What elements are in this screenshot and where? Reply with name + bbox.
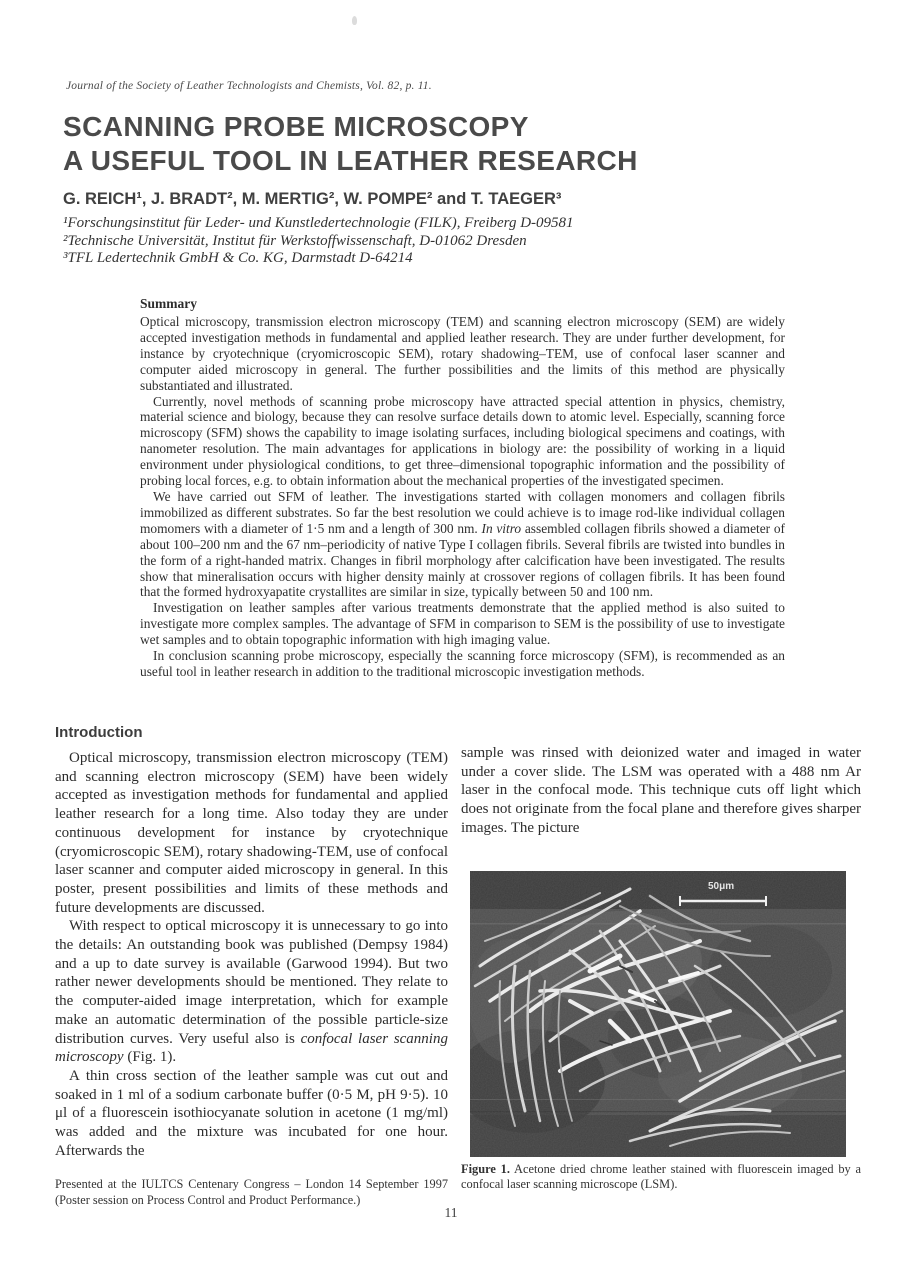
figure-caption-text: Acetone dried chrome leather stained with fluorescein imaged by a confocal laser scanning microscope (LSM). <box>461 1162 862 1192</box>
intro-paragraph-text: With respect to optical microscopy it is unnecessary to go into the details: An outstanding book was published (Dempsy 1984) and a up to date survey is available (Garwood 1994). But two rather newer developments should be mentioned. They relate to the computer-aided image interpretation, which for example make an automatic determination of the possible particle-size distribution curves. Very useful also is <box>55 918 448 1047</box>
affiliation-line: ³TFL Ledertechnik GmbH & Co. KG, Darmstadt D-64214 <box>63 250 413 266</box>
summary-paragraph-text: We have carried out SFM of leather. The investigations started with collagen monomers and collagen fibrils immobilized as different substrates. So far the best resolution we could achieve is to image rod-like individual collagen momomers with a diameter of 1·5 nm and a length of 300 nm. <box>140 488 785 536</box>
intro-paragraph <box>55 917 448 1067</box>
intro-paragraph-italic: confocal laser scanning microscopy <box>55 1030 448 1066</box>
summary-heading: Summary <box>140 296 197 311</box>
intro-paragraph: Optical microscopy, transmission electron microscopy (TEM) and scanning electron microscopy (SEM) have been widely accepted as investigation methods for fundamental and applied leather research for a long time. Also today they are under continuous development for instance by cryotechnique (cryomicroscopic SEM), rotary shadowing-TEM, use of confocal laser scanner and computer aided microscopy in general. In this poster, present possibilities and limits of these methods and future developments are discussed. <box>55 750 448 916</box>
scale-bar-label: 50μm <box>708 881 735 892</box>
affiliation-line: ²Technische Universität, Institut für Werkstoffwissenschaft, D-01062 Dresden <box>63 232 527 249</box>
affiliation-line: ¹Forschungsinstitut für Leder- und Kunstledertechnologie (FILK), Freiberg D-09581 <box>63 215 574 231</box>
intro-paragraph-text: (Fig. 1). <box>123 1049 177 1066</box>
figure-caption-label: Figure 1. <box>461 1162 510 1176</box>
summary-paragraph <box>140 489 785 600</box>
summary-paragraph-italic: In vitro <box>481 520 522 536</box>
page-title <box>63 110 843 178</box>
summary-paragraph: Investigation on leather samples after various treatments demonstrate that the applied method is also suited to investigate more complex samples. The advantage of SFM in comparison to SEM is the possibility of use to investigate wet samples and to obtain topographic information with high imaging value. <box>140 600 785 648</box>
summary-paragraph: In conclusion scanning probe microscopy, especially the scanning force microscopy (SFM), is recommended as an useful tool in leather research in addition to the traditional microscopic investigation methods. <box>140 648 785 679</box>
journal-header: Journal of the Society of Leather Technologists and Chemists, Vol. 82, p. 11. <box>66 80 432 92</box>
summary-paragraph: Optical microscopy, transmission electron microscopy (TEM) and scanning electron microscopy (SEM) are widely accepted investigation methods in fundamental and applied leather research. They are under further development, for instance by cryotechnique (cryomicroscopic SEM), rotary shadowing–TEM, use of confocal laser scanner and computer aided microscopy in general. The further possibilities and the limits of this method are physically substantiated and illustrated. <box>140 314 785 393</box>
authors-line: G. REICH¹, J. BRADT², M. MERTIG², W. POMPE² and T. TAEGER³ <box>63 190 562 208</box>
introduction-heading: Introduction <box>55 724 143 741</box>
page-number: 11 <box>444 1205 458 1220</box>
page-title-line-2: A USEFUL TOOL IN LEATHER RESEARCH <box>63 145 638 176</box>
intro-paragraph: A thin cross section of the leather sample was cut out and soaked in 1 ml of a sodium carbonate buffer (0·5 M, pH 9·5). 10 μl of a fluorescein isothiocyanate solution in acetone (1 mg/ml) was added and the mixture was incubated for one hour. Afterwards the <box>55 1067 448 1159</box>
micrograph <box>470 871 846 1157</box>
left-column <box>55 724 448 1208</box>
summary-paragraph-text: assembled collagen fibrils showed a diameter of about 100–200 nm and the 67 nm–periodicity of native Type I collagen fibrils. Several fibrils are twisted into bundles in the form of a right-handed matrix. Changes in fibril morphology after calcification have been investigated. The results show that mineralisation occurs with higher density mainly at crossover regions of collagen fibrils. It has been found that the formed hydroxyapatite crystallites are similar in size, typically between 50 and 100 nm. <box>140 520 785 600</box>
summary-paragraph: Currently, novel methods of scanning probe microscopy have attracted special attention in physics, chemistry, material science and biology, because they can resolve surface details down to atomic level. Especially, scanning force microscopy (SFM) shows the capability to image isolating surfaces, including biological specimens and coatings, with nanometer resolution. The main advantages for applications in biology are: the possibility of working in a liquid environment under physiological conditions, to get three–dimensional topographic information and the possibility of probing local forces, e.g. to obtain information about the mechanical properties of the investigated specimen. <box>140 393 785 489</box>
summary-section <box>140 296 785 680</box>
scan-artifact <box>352 16 357 25</box>
presentation-footnote: Presented at the IULTCS Centenary Congress – London 14 September 1997 (Poster session on Process Control and Product Performance.) <box>55 1177 448 1207</box>
affiliations <box>63 215 843 268</box>
figure-1-image <box>470 871 846 1157</box>
body-paragraph: sample was rinsed with deionized water and imaged in water under a cover slide. The LSM was operated with a 488 nm Ar laser in the confocal mode. This technique cuts off light which does not originate from the focal plane and therefore gives sharper images. The picture <box>461 745 861 836</box>
figure-caption <box>461 1162 861 1193</box>
page-title-line-1: SCANNING PROBE MICROSCOPY <box>63 111 529 142</box>
right-column <box>461 744 861 838</box>
